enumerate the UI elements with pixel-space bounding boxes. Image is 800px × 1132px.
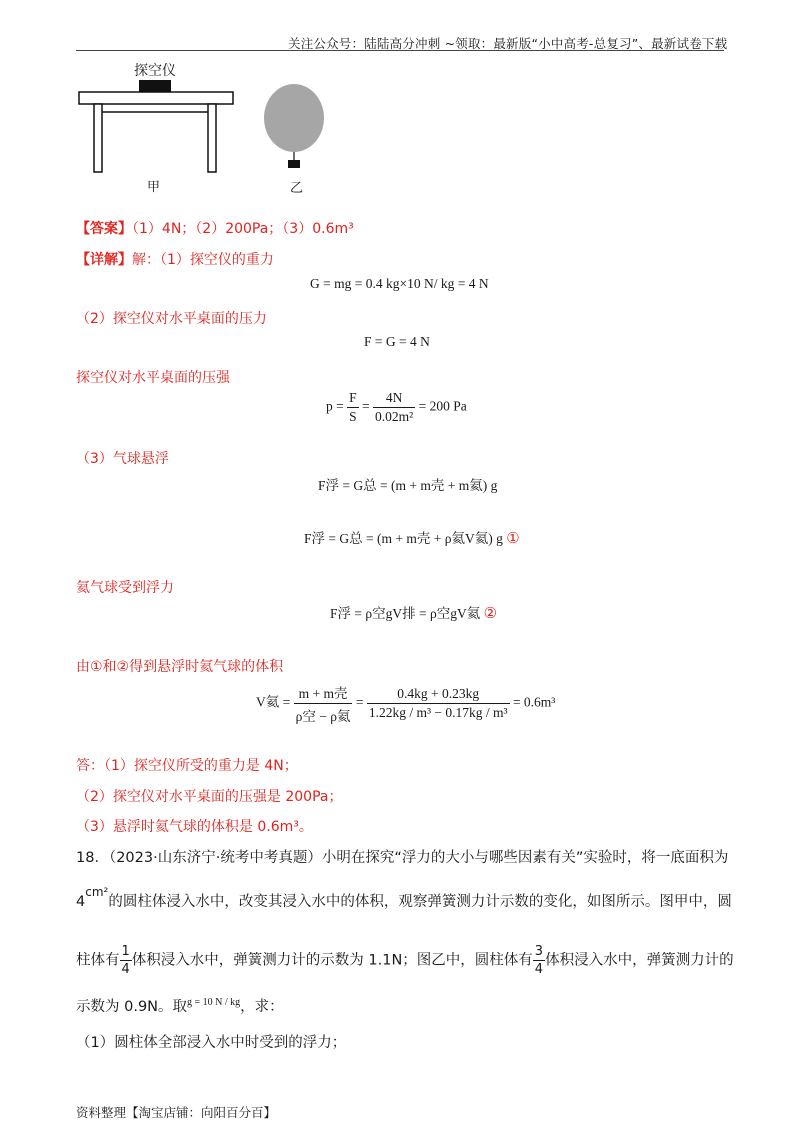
header-divider [76,50,724,51]
step-2-pressure-force: （2）探空仪对水平桌面的压力 [76,311,267,327]
balloon [264,84,324,152]
balloon-device [288,160,300,168]
q18-line1: 18．（2023·山东济宁·统考中考真题）小明在探究“浮力的大小与哪些因素有关”实验时，将一底面积为 [76,850,729,866]
q18-frac-quarter: $\frac{1}{4}$ [121,944,130,977]
device-label: 探空仪 [134,63,176,79]
q18-l4a: 示数为 0.9N。取 [76,999,188,1015]
eq7-frac2: $\frac{0.4kg + 0.23kg}{\text{1.22kg / m³ − 0.17kg / m³}}$ [368,686,508,720]
answer-line [76,218,354,238]
detail-line [76,249,274,269]
equation-buoyancy-density [304,527,520,548]
figure-table-balloon [74,74,344,184]
eq7-rhs: = 0.6m³ [512,694,556,710]
q18-line5: （1）圆柱体全部浸入水中时受到的浮力； [76,1035,347,1051]
eq3-rhs: = 200 Pa [418,398,467,414]
step-3-suspension: （3）气球悬浮 [76,451,169,467]
equation-buoyancy-total: F浮 = G总 = (m + m壳 + m氦) g [318,478,498,493]
equation-volume [256,682,555,725]
q18-line2-text: 的圆柱体浸入水中，改变其浸入水中的体积，观察弹簧测力计示数的变化，如图所示。图甲中，圆 [108,894,732,910]
table-leg-right [208,104,216,172]
q18-line4 [76,995,284,1016]
eq3-lhs: p = [326,398,344,414]
eq7-eq: = [355,694,364,710]
conclusion-3: （3）悬浮时氦气球的体积是 0.6m³。 [76,819,313,835]
eq5-text: F浮 = G总 = (m + m壳 + ρ氦V氦) g [304,531,503,546]
q18-area-unit: cm² [85,885,109,899]
eq3-frac1: $\frac{F}{S}$ [349,390,357,424]
q18-frac-three-quarter: $\frac{3}{4}$ [534,944,544,977]
eq6-text: F浮 = ρ空gV排 = ρ空gV氦 [330,606,481,621]
page-header: 关注公众号：陆陆高分冲刺 ~领取：最新版“小中高考-总复习”、最新试卷下载 [288,36,728,51]
figure-label-a: 甲 [147,180,161,195]
device-block [139,80,171,92]
eq7-frac1: $\frac{\text{m + m壳}}{\text{ρ空 − ρ氦}}$ [294,682,353,725]
figure-label-b: 乙 [290,181,304,196]
q18-l3a: 柱体有 [76,952,120,969]
table-leg-left [94,104,102,172]
conclusion-1: 答：（1）探空仪所受的重力是 4N； [76,758,298,774]
eq7-lhs: V氦 = [256,694,291,710]
detail-tag: 【详解】 [76,252,132,268]
q18-l3b: 体积浸入水中，弹簧测力计的示数为 1.1N；图乙中，圆柱体有 [131,952,533,969]
equation-pressure [326,390,467,425]
answer-tag: 【答案】 [76,221,132,237]
q18-l4b: ，求： [240,999,284,1015]
tabletop [79,92,233,104]
equation-gravity: G = mg = 0.4 kg×10 N/ kg = 4 N [310,276,489,291]
q18-line3 [76,944,734,977]
detail-text: 解：（1）探空仪的重力 [132,252,274,268]
step-3-helium-buoyancy: 氦气球受到浮力 [76,580,174,596]
q18-area-value: 4 [76,894,86,910]
conclusion-2: （2）探空仪对水平桌面的压强是 200Pa； [76,789,343,805]
eq5-mark: ① [506,531,520,547]
page-footer: 资料整理【淘宝店铺：向阳百分百】 [76,1105,277,1120]
eq3-frac2: $\frac{4N}{\text{0.02m²}}$ [375,390,414,424]
eq6-mark: ② [483,606,498,622]
equation-helium-buoyancy [330,602,497,623]
q18-l3c: 体积浸入水中，弹簧测力计的 [545,952,734,969]
q18-gravity-constant: g = 10 N / kg [187,997,241,1008]
answer-text: （1）4N；（2）200Pa；（3）0.6m³ [132,221,354,237]
q18-line2 [76,885,732,911]
step-3-derive-volume: 由①和②得到悬浮时氦气球的体积 [76,659,284,675]
equation-force: F = G = 4 N [364,334,430,349]
eq3-eq: = [362,398,370,414]
step-2-pressure: 探空仪对水平桌面的压强 [76,370,230,386]
